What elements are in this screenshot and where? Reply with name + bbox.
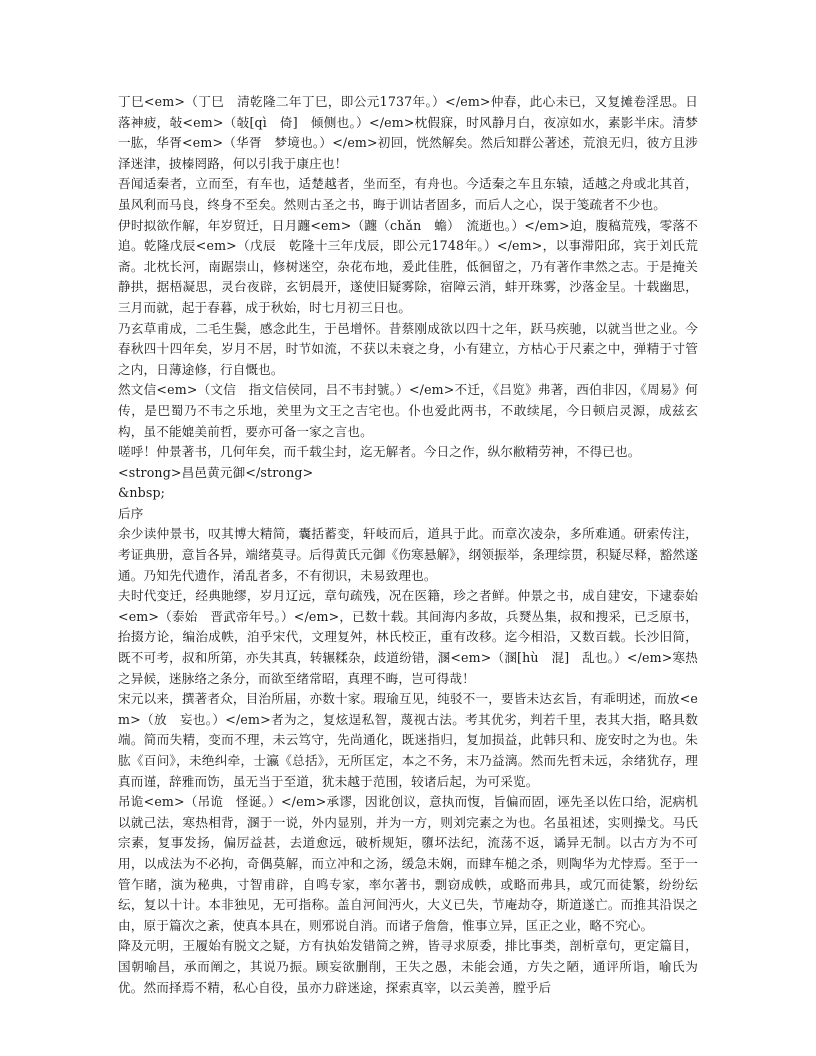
paragraph-postscript-1: 余少读仲景书，叹其博大精简，囊括蓄变，轩岐而后，道具于此。而章次凌杂，多所难通。研索传注，考证典册，意旨各异，端绪莫寻。后得黄氏元御《伤寒悬解》，纲领振举，条理综贯，积疑尽释，豁然遂通。乃知先代遗作，淆乱者多，不有彻识，未易致理也。 bbox=[118, 526, 698, 583]
paragraph-preface-6: 嗟呼！仲景著书，几何年矣，而千载尘封，迄无解者。今日之作，纵尔敝精劳神，不得已也。 bbox=[118, 444, 641, 460]
document-page bbox=[118, 92, 698, 998]
paragraph-preface-1: 丁巳<em>（丁巳 清乾隆二年丁巳，即公元1737年。）</em>仲春，此心未已，又复摊卷淫思。日落神疲，敧<em>（敧[qì 倚] 倾侧也。）</em>枕假寐，时风静月白，夜凉如水，素影半床。清梦一肱，华胥<em>（华胥 梦境也。）</em>初回，恍然解矣。然后知群公著述，荒浪无归，彼方且涉泽迷津，披榛罔路，何以引我于康庄也！ bbox=[118, 94, 698, 171]
paragraph-postscript-3: 宋元以来，撰著者众，目治所届，亦数十家。瑕瑜互见，纯驳不一，要皆未达玄旨，有乖明述，而放<em>（放 妄也。）</em>者为之，复炫逞私智，蔑视古法。考其优劣，判若千里，表其大指，略具数端。简而失精，变而不理，未云笃守，先尚通化，既迷指归，复加损益，此韩只和、庞安时之为也。朱肱《百问》，未绝纠牵，士瀛《总括》，无所匡定，本之不务，末乃益漓。然而先哲未远，余绪犹存，理真而谨，辞雅而饬，虽无当于至道，犹未越于范围，较诸后起，为可采览。 bbox=[118, 691, 698, 789]
paragraph-preface-4: 乃玄草甫成，二毛生鬓，感念此生，于邑增怀。昔蔡刚成欲以四十之年，跃马疾驰，以就当世之业。今春秋四十四年矣，岁月不居，时节如流，不获以未衰之身，小有建立，方枯心于尺素之中，弹精于寸管之内，日薄途修，行自慨也。 bbox=[118, 320, 698, 377]
author-signature: <strong>昌邑黄元御</strong> bbox=[118, 464, 314, 480]
paragraph-postscript-4: 吊诡<em>（吊诡 怪诞。）</em>承谬，因讹创议，意执而愎，旨偏而固，诬先圣以佐口给，泥病机以就己法，寒热相背，溷于一说，外内显别，并为一方，则刘完素之为也。名虽祖述，实则操戈。马氏宗素，复事发扬，偏厉益甚，去道愈远，破析规矩，隳坏法纪，流荡不返，谲异无制。以古方为不可用，以成法为不必拘，奇偶莫解，而立冲和之汤，缓急未娴，而肆车槌之杀，则陶华为尤悖焉。至于一管乍睹，演为秘典，寸智甫辟，自鸣专家，率尔著书，剽窃成帙，或略而弗具，或冗而徒繁，纷纷纭纭，复以十计。本非独见，无可指称。盖自河间沔火，大义已失，节庵劫夺，斯道遂亡。而推其沿误之由，原于篇次之紊，使真本具在，则邪说自消。而诸子詹詹，惟事立异，匡正之业，略不究心。 bbox=[118, 794, 698, 933]
paragraph-preface-2: 吾闻适秦者，立而至，有车也，适楚越者，坐而至，有舟也。今适秦之车且东辕，适越之舟或北其首，虽风利而马良，终身不至矣。然则古圣之书，晦于训诂者固多，而后人之心，误于笺疏者不少也。 bbox=[118, 176, 698, 212]
paragraph-preface-5: 然文信<em>（文信 指文信侯同，吕不韦封號。）</em>不迁，《吕览》弗著，西伯非囚，《周易》何传，是巴蜀乃不韦之乐地，羑里为文王之吉宅也。仆也爱此两书，不敢续尾，今日顿启灵源，成兹玄构，虽不能媲美前哲，要亦可备一家之言也。 bbox=[118, 382, 698, 439]
paragraph-postscript-5: 降及元明，王履始有脱文之疑，方有执始发错简之辨，皆寻求原委，排比事类，剖析章句，更定篇目，国朝喻昌，承而阐之，其说乃振。顾妄欲删削，王失之愚，未能会通，方失之陋，通评所诣，喻氏为优。然而择焉不精，私心自役，虽亦力辟迷途，探索真宰，以云美善，膛乎后 bbox=[118, 938, 698, 995]
paragraph-postscript-2: 夫时代变迁，经典貤缪，岁月辽远，章句疏残，况在医籍，珍之者鲜。仲景之书，成自建安，下逮泰始<em>（泰始 晋武帝年号。）</em>，已数十载。其间海内多故，兵燹丛集，叔和搜采，已乏原书，抬掇方论，编治成帙，洎乎宋代，文理复舛，林氏校正，重有改移。迄今相沿，又数百载。长沙旧简，既不可考，叔和所第，亦失其真，转辗糅杂，歧道纷错，溷<em>（溷[hù 混] 乱也。）</em>寒热之异候，迷脉络之条分，而欲至绪常昭，真理不晦，岂可得哉！ bbox=[118, 588, 698, 686]
postscript-heading: 后序 bbox=[118, 505, 144, 521]
spacer-line: &nbsp; bbox=[118, 485, 166, 501]
paragraph-preface-3: 伊时拟欲作解，年岁贸迁，日月躔<em>（躔（chǎn 蟾） 流逝也。）</em>迫，腹稿荒残，零落不追。乾隆戊辰<em>（戊辰 乾隆十三年戊辰，即公元1748年。）</em>，以事滞阳邱，宾于刘氏荒斋。北枕长河，南踞崇山，修树迷空，杂花布地，爰此佳胜，低徊留之，乃有著作聿然之志。于是掩关静拱，据梧凝思，灵台夜辟，玄钥晨开，遂使旧疑雾除，宿障云消，蚌开珠雾，沙落金呈。十载幽思，三月而就，起于春暮，成于秋始，时七月初三日也。 bbox=[118, 217, 698, 315]
